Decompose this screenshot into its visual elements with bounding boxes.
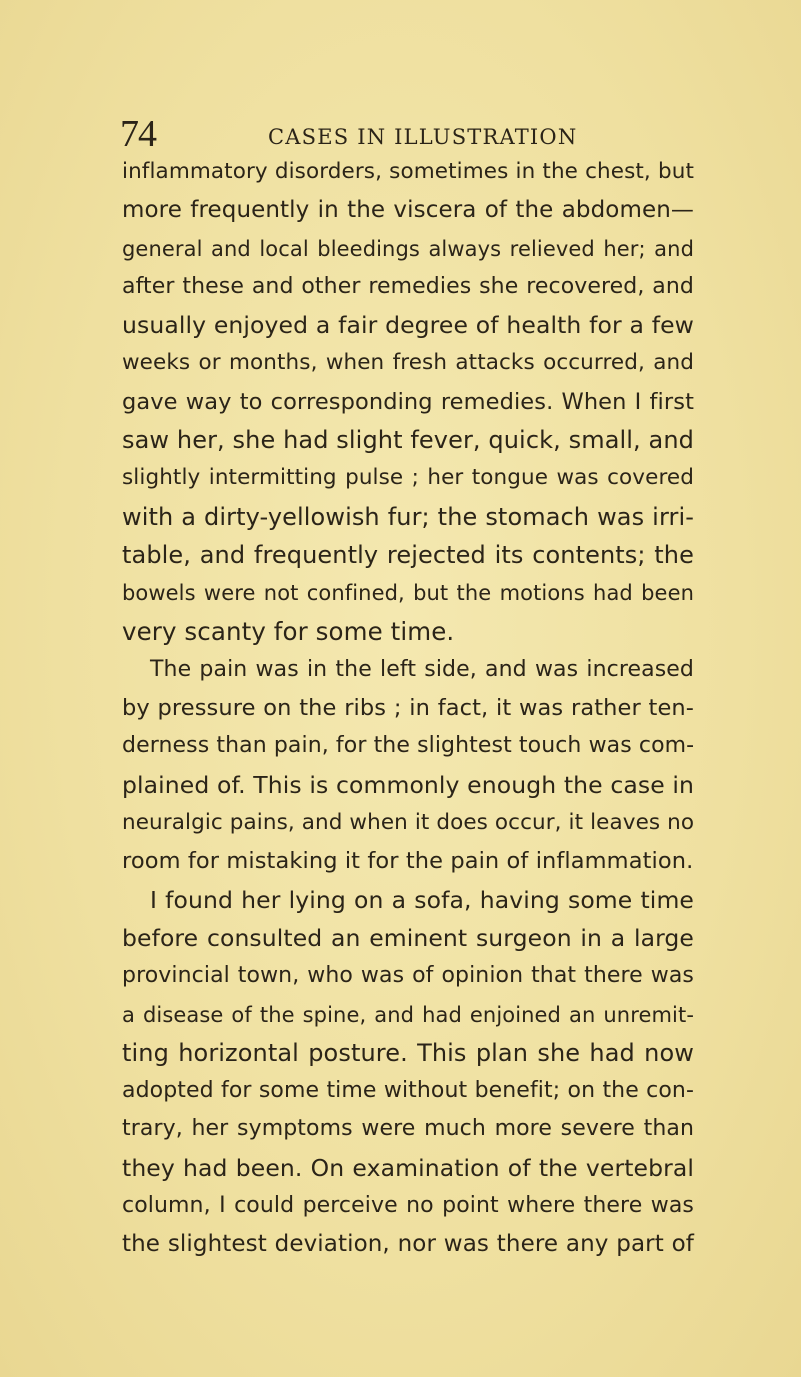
text-line: I found her lying on a sofa, having some time [150,885,694,914]
text-line: provincial town, who was of opinion that there was [122,963,694,989]
text-line: slightly intermitting pulse ; her tongue was covered [122,465,694,491]
text-line: room for mistaking it for the pain of inflammation. [122,848,694,875]
text-line: before consulted an eminent surgeon in a large [122,923,694,952]
page-header [120,112,680,156]
text-line: column, I could perceive no point where there was [122,1193,694,1219]
text-line: derness than pain, for the slightest touch was com- [122,733,695,759]
text-line: more frequently in the viscera of the abdomen— [122,197,694,224]
page-number: 74 [120,113,156,155]
text-line: table, and frequently rejected its contents; the [122,540,694,569]
text-line: neuralgic pains, and when it does occur, it leaves no [122,810,695,836]
text-line: saw her, she had slight fever, quick, small, and [122,426,694,455]
running-head: CASES IN ILLUSTRATION [268,125,578,149]
text-line: the slightest deviation, nor was there any part of [122,1231,694,1258]
text-line: bowels were not confined, but the motions had been [122,581,694,606]
text-line: they had been. On examination of the vertebral [122,1153,694,1182]
text-line: general and local bleedings always relieved her; and [122,236,694,261]
text-line: a disease of the spine, and had enjoined an unremit- [122,1002,694,1027]
body-text [122,153,694,1264]
text-line: usually enjoyed a fair degree of health for a few [122,311,694,340]
text-line: ting horizontal posture. This plan she had now [122,1038,694,1067]
text-line: The pain was in the left side, and was increased [150,656,694,682]
text-line: gave way to corresponding remedies. When I first [122,388,694,415]
text-line: inflammatory disorders, sometimes in the chest, but [122,159,694,184]
text-line: trary, her symptoms were much more severe than [122,1116,694,1142]
text-line: weeks or months, when fresh attacks occurred, and [122,350,694,376]
text-line: adopted for some time without benefit; on the con- [122,1078,694,1104]
text-line: after these and other remedies she recovered, and [122,273,694,299]
text-line: plained of. This is commonly enough the case in [122,770,694,799]
text-line: very scanty for some time. [122,616,455,646]
text-line: by pressure on the ribs ; in fact, it was rather ten- [122,695,694,722]
text-line: with a dirty-yellowish fur; the stomach was irri- [122,502,694,531]
